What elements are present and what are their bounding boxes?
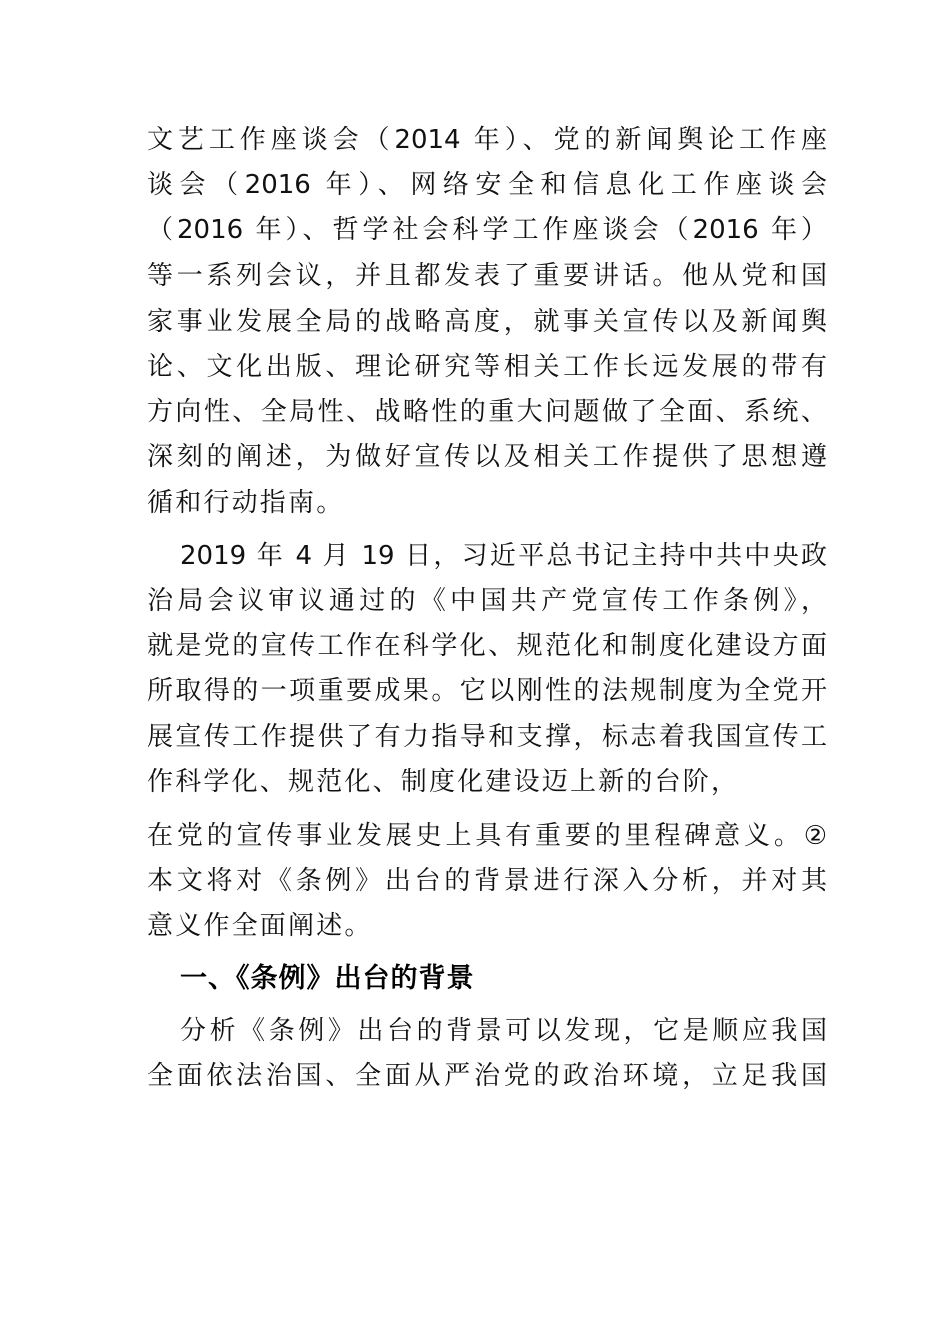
paragraph-2-line-9: 意义作全面阐述。 (147, 911, 373, 941)
paragraph-1-line-1: 文艺工作座谈会（2014 年）、党的新闻舆论工作座 (147, 125, 827, 155)
paragraph-2-line-8: 本文将对《条例》出台的背景进行深入分析，并对其 (147, 866, 827, 896)
paragraph-1-line-2: 谈会（2016 年）、网络安全和信息化工作座谈会 (147, 170, 827, 200)
section-heading: 一、《条例》出台的背景 (180, 963, 475, 994)
paragraph-2-line-2: 治局会议审议通过的《中国共产党宣传工作条例》， (147, 586, 827, 616)
paragraph-2-line-3: 就是党的宣传工作在科学化、规范化和制度化建设方面 (147, 631, 827, 661)
paragraph-2-line-6: 作科学化、规范化、制度化建设迈上新的台阶， (147, 767, 740, 797)
paragraph-1-line-5: 家事业发展全局的战略高度，就事关宣传以及新闻舆 (147, 307, 827, 337)
paragraph-1-line-8: 深刻的阐述，为做好宣传以及相关工作提供了思想遵 (147, 442, 827, 472)
paragraph-2-line-7: 在党的宣传事业发展史上具有重要的里程碑意义。② (147, 821, 827, 851)
paragraph-1-line-3: （2016 年）、哲学社会科学工作座谈会（2016 年） (147, 215, 827, 245)
paragraph-3-line-1: 分析《条例》出台的背景可以发现，它是顺应我国 (180, 1016, 827, 1046)
paragraph-3-line-2: 全面依法治国、全面从严治党的政治环境，立足我国 (147, 1061, 827, 1091)
paragraph-2-line-4: 所取得的一项重要成果。它以刚性的法规制度为全党开 (147, 676, 827, 706)
paragraph-1-line-4: 等一系列会议，并且都发表了重要讲话。他从党和国 (147, 261, 827, 291)
paragraph-1-line-7: 方向性、全局性、战略性的重大问题做了全面、系统、 (147, 397, 827, 427)
paragraph-2-line-5: 展宣传工作提供了有力指导和支撑，标志着我国宣传工 (147, 722, 827, 752)
paragraph-1-line-9: 循和行动指南。 (147, 488, 345, 518)
paragraph-2-line-1: 2019 年 4 月 19 日，习近平总书记主持中共中央政 (180, 541, 827, 571)
paragraph-1-line-6: 论、文化出版、理论研究等相关工作长远发展的带有 (147, 352, 827, 382)
